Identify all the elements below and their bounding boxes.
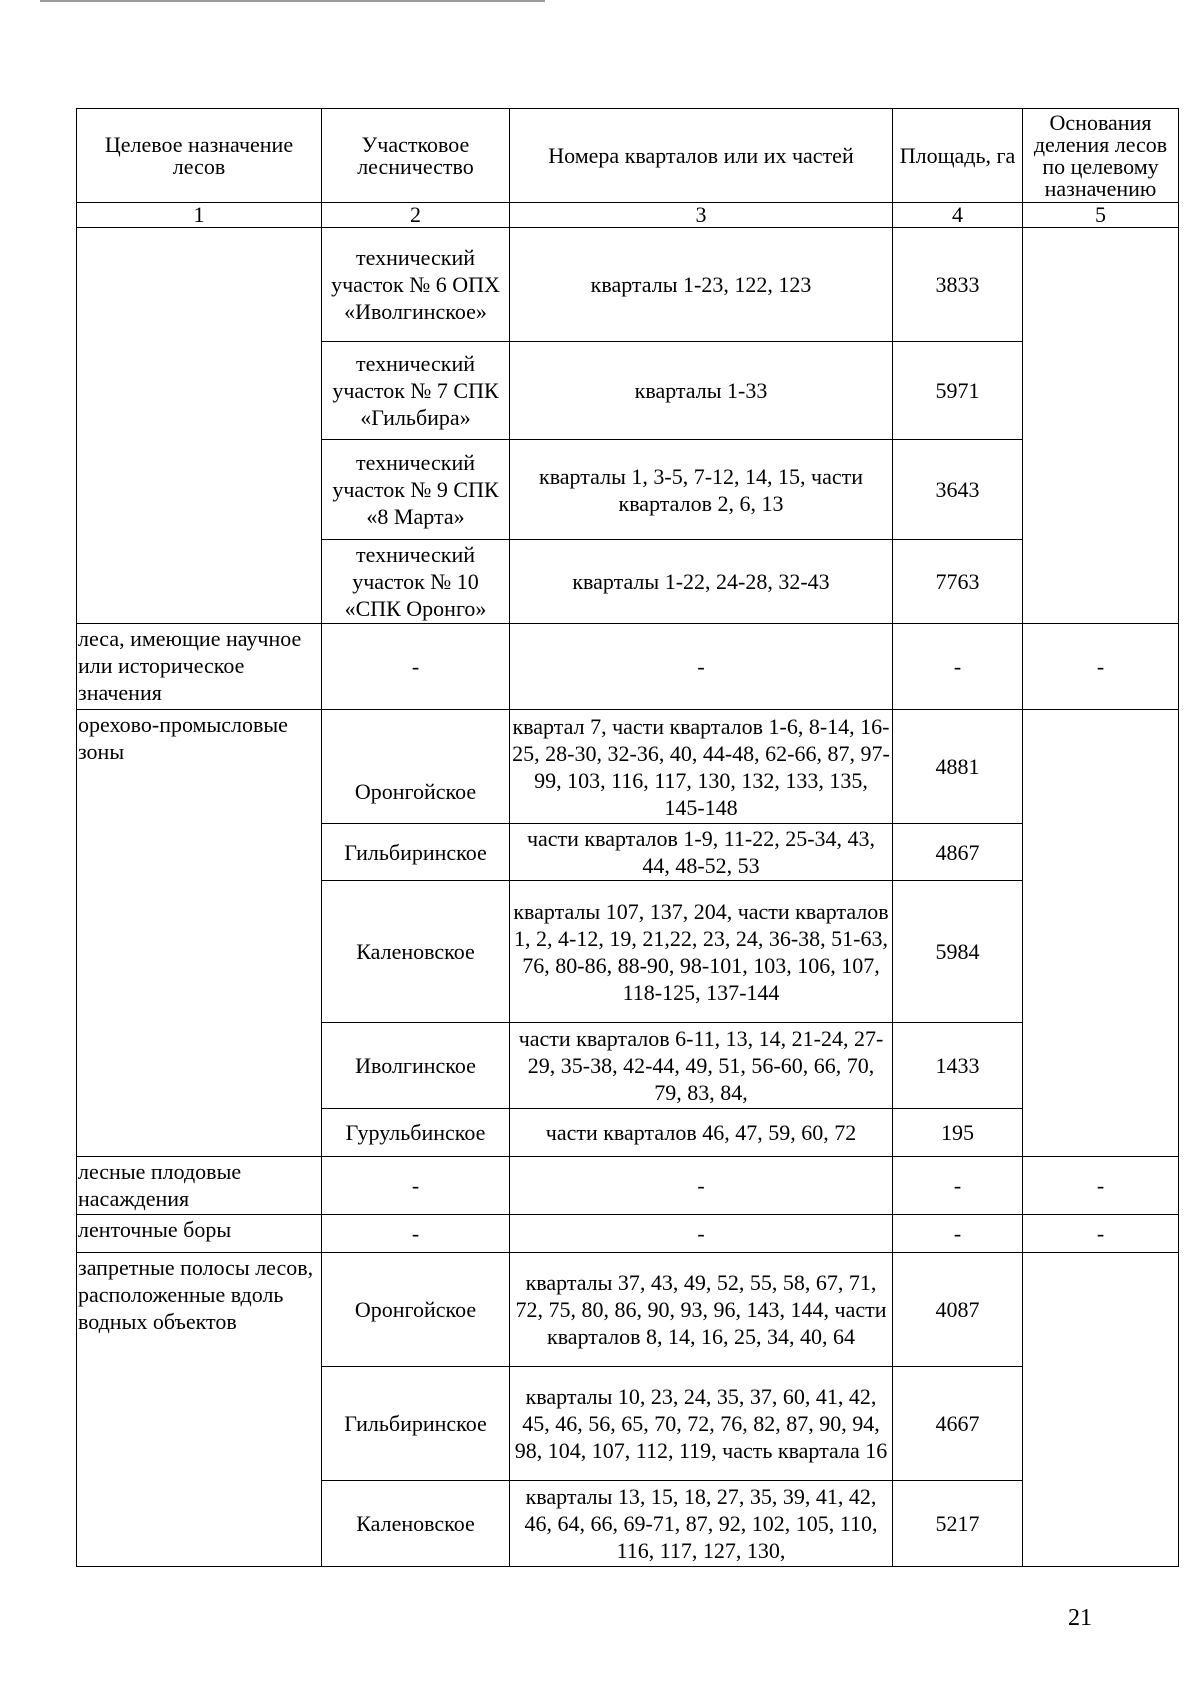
basis-cell: - [1023, 624, 1179, 710]
table-row [77, 1215, 1179, 1253]
basis-cell-empty [1023, 710, 1179, 1157]
page-number: 21 [1068, 1605, 1092, 1631]
district-cell: Гурульбинское [322, 1109, 510, 1157]
header-district: Участковое лесничество [322, 109, 510, 203]
district-cell: - [322, 624, 510, 710]
purpose-cell: лесные плодовые насаждения [77, 1157, 322, 1215]
quarters-cell: части кварталов 46, 47, 59, 60, 72 [510, 1109, 893, 1157]
area-cell: 4087 [893, 1253, 1023, 1367]
purpose-cell: орехово-промысловые зоны [77, 710, 322, 1157]
area-cell: 3643 [893, 440, 1023, 540]
table-row [77, 624, 1179, 710]
quarters-cell: кварталы 107, 137, 204, части кварталов 1, 2, 4-12, 19, 21,22, 23, 24, 36-38, 51-63, 76, 80-86, 88-90, 98-101, 103, 106, 107, 118-125, 137-144 [510, 881, 893, 1023]
quarters-cell: - [510, 624, 893, 710]
district-cell: Гильбиринское [322, 1367, 510, 1481]
header-area: Площадь, га [893, 109, 1023, 203]
quarters-cell: кварталы 1-22, 24-28, 32-43 [510, 540, 893, 624]
district-cell: Гильбиринское [322, 824, 510, 881]
area-cell: 7763 [893, 540, 1023, 624]
column-number: 3 [510, 203, 893, 228]
quarters-cell: кварталы 1-33 [510, 342, 893, 440]
basis-cell: - [1023, 1157, 1179, 1215]
quarters-cell: кварталы 37, 43, 49, 52, 55, 58, 67, 71, 72, 75, 80, 86, 90, 93, 96, 143, 144, части кварталов 8, 14, 16, 25, 34, 40, 64 [510, 1253, 893, 1367]
column-number: 4 [893, 203, 1023, 228]
table-row [77, 1157, 1179, 1215]
district-cell: Оронгойское [322, 1253, 510, 1367]
header-basis: Основания деления лесов по целевому назначению [1023, 109, 1179, 203]
area-cell: 4867 [893, 824, 1023, 881]
district-cell: технический участок № 9 СПК «8 Марта» [322, 440, 510, 540]
purpose-cell: запретные полосы лесов, расположенные вдоль водных объектов [77, 1253, 322, 1567]
quarters-cell: кварталы 13, 15, 18, 27, 35, 39, 41, 42, 46, 64, 66, 69-71, 87, 92, 102, 105, 110, 116, 117, 127, 130, [510, 1481, 893, 1567]
area-cell: 195 [893, 1109, 1023, 1157]
basis-cell-empty [1023, 1253, 1179, 1567]
district-cell: технический участок № 6 ОПХ «Иволгинское» [322, 228, 510, 342]
table-row [77, 710, 1179, 824]
area-cell: 5217 [893, 1481, 1023, 1567]
district-cell: Оронгойское [322, 710, 510, 824]
district-cell: Иволгинское [322, 1023, 510, 1109]
quarters-cell: части кварталов 1-9, 11-22, 25-34, 43, 44, 48-52, 53 [510, 824, 893, 881]
district-cell: Каленовское [322, 1481, 510, 1567]
basis-cell: - [1023, 1215, 1179, 1253]
area-cell: - [893, 624, 1023, 710]
purpose-cell: леса, имеющие научное или историческое значения [77, 624, 322, 710]
table-row [77, 228, 1179, 342]
area-cell: 1433 [893, 1023, 1023, 1109]
table-row [77, 1253, 1179, 1367]
header-purpose: Целевое назначение лесов [77, 109, 322, 203]
quarters-cell: квартал 7, части кварталов 1-6, 8-14, 16-25, 28-30, 32-36, 40, 44-48, 62-66, 87, 97-99, 103, 116, 117, 130, 132, 133, 135, 145-148 [510, 710, 893, 824]
quarters-cell: кварталы 1-23, 122, 123 [510, 228, 893, 342]
area-cell: 4881 [893, 710, 1023, 824]
column-number: 2 [322, 203, 510, 228]
table-header-row [77, 109, 1179, 203]
purpose-cell-empty [77, 228, 322, 624]
header-quarters: Номера кварталов или их частей [510, 109, 893, 203]
district-cell: - [322, 1157, 510, 1215]
quarters-cell: части кварталов 6-11, 13, 14, 21-24, 27-29, 35-38, 42-44, 49, 51, 56-60, 66, 70, 79, 83, 84, [510, 1023, 893, 1109]
column-number: 5 [1023, 203, 1179, 228]
district-cell: Каленовское [322, 881, 510, 1023]
scan-edge-line [40, 0, 545, 2]
district-cell: технический участок № 10 «СПК Оронго» [322, 540, 510, 624]
district-cell: технический участок № 7 СПК «Гильбира» [322, 342, 510, 440]
column-number-row [77, 203, 1179, 228]
quarters-cell: - [510, 1215, 893, 1253]
district-cell: - [322, 1215, 510, 1253]
area-cell: 5971 [893, 342, 1023, 440]
area-cell: 3833 [893, 228, 1023, 342]
area-cell: 5984 [893, 881, 1023, 1023]
area-cell: 4667 [893, 1367, 1023, 1481]
purpose-cell: ленточные боры [77, 1215, 322, 1253]
basis-cell-empty [1023, 228, 1179, 624]
area-cell: - [893, 1215, 1023, 1253]
quarters-cell: кварталы 10, 23, 24, 35, 37, 60, 41, 42, 45, 46, 56, 65, 70, 72, 76, 82, 87, 90, 94, 98, 104, 107, 112, 119, часть квартала 16 [510, 1367, 893, 1481]
column-number: 1 [77, 203, 322, 228]
quarters-cell: кварталы 1, 3-5, 7-12, 14, 15, части кварталов 2, 6, 13 [510, 440, 893, 540]
area-cell: - [893, 1157, 1023, 1215]
quarters-cell: - [510, 1157, 893, 1215]
forest-purpose-table [76, 108, 1179, 1567]
